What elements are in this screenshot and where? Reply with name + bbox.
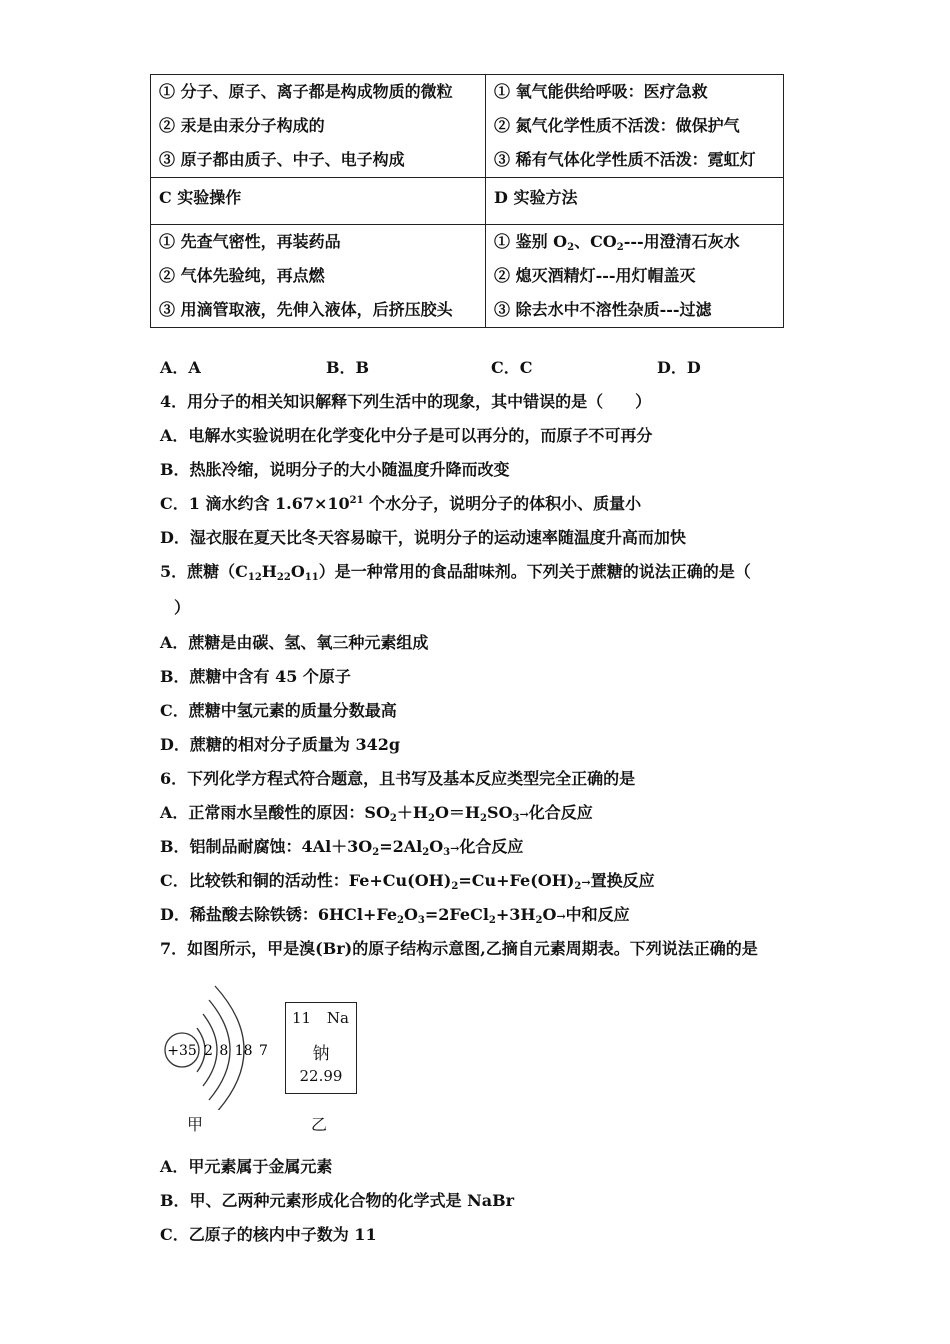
q4-option-c: C．1 滴水约含 $1.67\times 10^{21}$ 个水分子，说明分子的体积小、质量小 xyxy=(160,494,642,513)
atom-structure-diagram xyxy=(155,970,285,1110)
q7-option-a: A．甲元素属于金属元素 xyxy=(160,1157,333,1176)
table-line: ② 氮气化学性质不活泼：做保护气 xyxy=(494,116,740,135)
q7-stem: 7．如图所示，甲是溴(Br)的原子结构示意图,乙摘自元素周期表。下列说法正确的是 xyxy=(160,939,758,958)
option-c: C．C xyxy=(491,358,533,377)
atomic-mass: 22.99 xyxy=(299,1067,343,1085)
q5-option-a: A．蔗糖是由碳、氢、氧三种元素组成 xyxy=(160,633,429,652)
table-line: ① 分子、原子、离子都是构成物质的微粒 xyxy=(159,82,453,101)
table-line: ② 汞是由汞分子构成的 xyxy=(159,116,325,135)
q5-stem-cont: ） xyxy=(174,598,191,617)
nucleus-charge: +35 xyxy=(167,1043,197,1059)
table-header-c: C 实验操作 xyxy=(151,178,486,225)
q6-option-d: D．稀盐酸去除铁锈：$6HCl+Fe_2O_3=2FeCl_2+3H_2O\to$中和反应 xyxy=(160,905,630,926)
table-line: ② 气体先验纯，再点燃 xyxy=(159,266,325,285)
label-yi: 乙 xyxy=(311,1115,328,1134)
shell-electrons: 2 8 18 7 xyxy=(204,1043,268,1059)
table-line: ② 熄灭酒精灯---用灯帽盖灭 xyxy=(494,266,696,285)
q6-stem: 6．下列化学方程式符合题意，且书写及基本反应类型完全正确的是 xyxy=(160,769,636,788)
q4-option-b: B．热胀冷缩，说明分子的大小随温度升降而改变 xyxy=(160,460,510,479)
q6-option-c: C．比较铁和铜的活动性：$Fe+Cu(OH)_2=Cu+Fe(OH)_2\to$置换反应 xyxy=(160,871,655,892)
q3-table xyxy=(150,74,784,328)
table-line: ③ 稀有气体化学性质不活泼：霓虹灯 xyxy=(494,150,756,169)
q5-option-c: C．蔗糖中氢元素的质量分数最高 xyxy=(160,701,397,720)
option-d: D．D xyxy=(657,358,701,377)
q3-options xyxy=(160,357,760,379)
q4-option-a: A．电解水实验说明在化学变化中分子是可以再分的，而原子不可再分 xyxy=(160,426,653,445)
table-line: ① 鉴别 $O_2$、$CO_2---$用澄清石灰水 xyxy=(494,232,740,253)
option-b: B．B xyxy=(326,358,370,377)
q5-option-b: B．蔗糖中含有 45 个原子 xyxy=(160,667,351,686)
q7-option-b: B．甲、乙两种元素形成化合物的化学式是 NaBr xyxy=(160,1191,515,1210)
element-symbol: Na xyxy=(326,1009,349,1027)
table-line: ③ 原子都由质子、中子、电子构成 xyxy=(159,150,405,169)
periodic-table-cell xyxy=(285,1002,357,1094)
q4-stem: 4．用分子的相关知识解释下列生活中的现象，其中错误的是（ ） xyxy=(160,392,652,411)
q5-stem: 5．蔗糖$(C_{12}H_{22}O_{11})$是一种常用的食品甜味剂。下列关于蔗糖的说法正确的是（ xyxy=(160,562,751,583)
q5-option-d: D．蔗糖的相对分子质量为 342g xyxy=(160,735,401,754)
table-header-d: D 实验方法 xyxy=(486,178,784,225)
table-line: ① 先查气密性，再装药品 xyxy=(159,232,341,251)
element-name: 钠 xyxy=(312,1044,330,1064)
atomic-number: 11 xyxy=(292,1009,312,1027)
table-line: ① 氧气能供给呼吸：医疗急救 xyxy=(494,82,708,101)
table-cell-d xyxy=(486,225,784,328)
table-line: ③ 用滴管取液，先伸入液体，后挤压胶头 xyxy=(159,300,453,319)
q6-option-b: B．铝制品耐腐蚀：$4Al+3O_2=2Al_2O_3\to$化合反应 xyxy=(160,837,524,858)
q6-option-a: A．正常雨水呈酸性的原因：$SO_2+H_2O=H_2SO_3\to$化合反应 xyxy=(160,803,593,824)
table-cell-a xyxy=(151,75,486,178)
option-a: A．A xyxy=(160,358,201,377)
q4-option-d: D．湿衣服在夏天比冬天容易晾干，说明分子的运动速率随温度升高而加快 xyxy=(160,528,686,547)
table-cell-b xyxy=(486,75,784,178)
table-cell-c xyxy=(151,225,486,328)
table-line: ③ 除去水中不溶性杂质---过滤 xyxy=(494,300,712,319)
label-jia: 甲 xyxy=(187,1115,204,1134)
q7-figure xyxy=(150,970,390,1140)
q7-option-c: C．乙原子的核内中子数为 11 xyxy=(160,1225,377,1244)
